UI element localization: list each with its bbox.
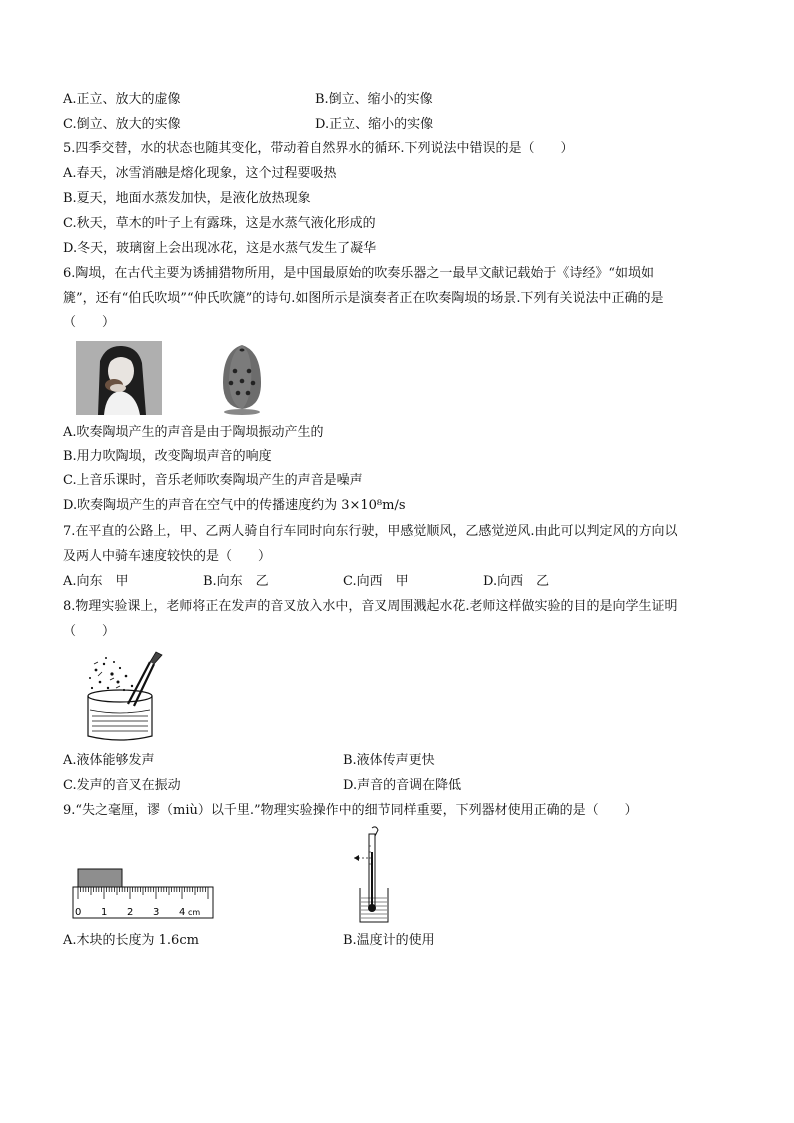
q8-stem-line-1: 8.物理实验课上，老师将正在发声的音叉放入水中，音叉周围溅起水花.老师这样做实验的目的是向学生证明 [63,599,678,614]
q6-option-a: A.吹奏陶埙产生的声音是由于陶埙振动产生的 [63,425,324,440]
ruler-label-2: 2 [127,907,134,918]
q7-option-c: C.向西 甲 [343,574,409,589]
ruler-svg [72,866,214,920]
thermometer-svg [348,826,396,926]
ruler-figure [72,866,214,920]
xun-player-photo [76,341,162,415]
xun-instrument-photo [205,341,278,415]
xun-instrument-photo-svg [205,341,278,415]
q4-option-b: B.倒立、缩小的实像 [315,92,433,107]
tuning-fork-water-svg [76,650,168,744]
q6-option-c: C.上音乐课时，音乐老师吹奏陶埙产生的声音是噪声 [63,473,363,488]
q7-stem-line-2: 及两人中骑车速度较快的是（ ） [63,549,272,564]
q9-option-b: B.温度计的使用 [343,933,435,948]
q5-stem: 5.四季交替，水的状态也随其变化，带动着自然界水的循环.下列说法中错误的是（ ） [63,141,574,156]
ruler-label-3: 3 [153,907,160,918]
ruler-unit-label: cm [188,908,201,917]
q4-option-a: A.正立、放大的虚像 [63,92,181,107]
q4-option-c: C.倒立、放大的实像 [63,117,181,132]
q5-option-c: C.秋天，草木的叶子上有露珠，这是水蒸气液化形成的 [63,216,376,231]
q5-option-a: A.春天，冰雪消融是熔化现象，这个过程要吸热 [63,166,337,181]
thermometer-figure [348,826,396,926]
q8-option-a: A.液体能够发声 [63,753,155,768]
q8-option-c: C.发声的音叉在振动 [63,778,181,793]
q7-stem-line-1: 7.在平直的公路上，甲、乙两人骑自行车同时向东行驶，甲感觉顺风，乙感觉逆风.由此可以判定风的方向以 [63,524,678,539]
q8-stem-line-2: （ ） [63,624,116,639]
q5-option-d: D.冬天，玻璃窗上会出现冰花，这是水蒸气发生了凝华 [63,241,377,256]
q6-stem-line-2: 篪”，还有“伯氏吹埙”“仲氏吹篪”的诗句.如图所示是演奏者正在吹奏陶埙的场景.下列有关说法中正确的是 [63,291,664,306]
q6-stem-line-1: 6.陶埙，在古代主要为诱捕猎物所用，是中国最原始的吹奏乐器之一最早文献记载始于《诗经》“如埙如 [63,266,655,281]
q5-option-b: B.夏天，地面水蒸发加快，是液化放热现象 [63,191,311,206]
q7-option-a: A.向东 甲 [63,574,129,589]
q8-option-d: D.声音的音调在降低 [343,778,462,793]
q4-option-d: D.正立、缩小的实像 [315,117,434,132]
q8-option-b: B.液体传声更快 [343,753,435,768]
q9-option-a: A.木块的长度为 1.6cm [63,933,199,948]
q6-option-b: B.用力吹陶埙，改变陶埙声音的响度 [63,449,272,464]
q6-option-d: D.吹奏陶埙产生的声音在空气中的传播速度约为 3×10⁸m/s [63,498,406,513]
q7-option-b: B.向东 乙 [203,574,269,589]
q9-stem: 9.“失之毫厘，谬（miù）以千里.”物理实验操作中的细节同样重要，下列器材使用正确的是（ ） [63,803,638,818]
q6-stem-line-3: （ ） [63,315,116,330]
tuning-fork-water-figure [76,650,168,744]
ruler-label-4: 4 [179,907,186,918]
ruler-label-1: 1 [101,907,108,918]
ruler-label-0: 0 [75,907,82,918]
xun-player-photo-svg [76,341,162,415]
q7-option-d: D.向西 乙 [483,574,550,589]
